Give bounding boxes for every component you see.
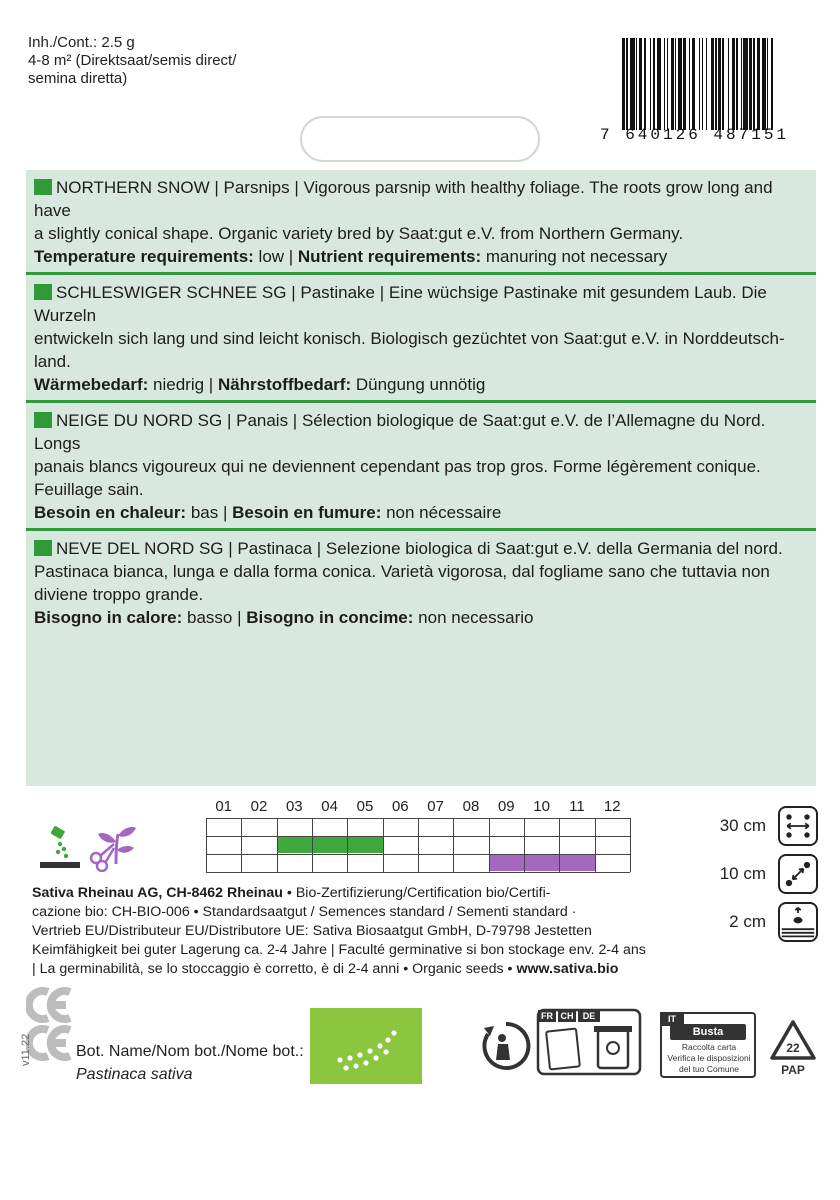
triman-recycle-icon [478, 1018, 534, 1074]
harvest-period-bar [525, 855, 559, 871]
contents-line: Inh./Cont.: 2.5 g [28, 34, 135, 51]
description-text: NEVE DEL NORD SG | Pastinaca | Selezione biologica di Saat:gut e.V. della Germania del nord. [56, 539, 783, 558]
info-block-it [26, 531, 816, 633]
pap-label: PAP [781, 1063, 805, 1077]
plant-spacing-label: 10 cm [719, 864, 766, 883]
calendar-month-label: 06 [391, 798, 409, 815]
requirements-line [34, 606, 808, 629]
square-bullet-icon [34, 179, 52, 195]
description-text: NORTHERN SNOW | Parsnips | Vigorous parsnip with healthy foliage. The roots grow long and have [34, 178, 773, 220]
calendar-months [206, 796, 630, 818]
temperature-label: Wärmebedarf: [34, 375, 149, 394]
description-text: SCHLESWIGER SCHNEE SG | Pastinake | Eine wüchsige Pastinake mit gesundem Laub. Die Wurzeln [34, 283, 767, 325]
company-info [32, 884, 662, 979]
row-spacing [700, 804, 820, 852]
sowing-icon [38, 826, 82, 870]
barcode-number: 7 640126 487151 [600, 126, 790, 144]
calendar-row [206, 872, 630, 873]
requirements-line [34, 373, 808, 396]
info-block-de [26, 275, 816, 403]
pap-number: 22 [786, 1041, 800, 1055]
temperature-value: basso | [182, 608, 247, 627]
version-label: v11.22 [20, 1033, 32, 1066]
description-text: a slightly conical shape. Organic variety bred by Saat:gut e.V. from Northern Germany. [34, 224, 684, 243]
square-bullet-icon [34, 540, 52, 556]
calendar-divider [418, 818, 419, 872]
busta-line: Raccolta carta [681, 1042, 737, 1052]
calendar-month-label: 04 [321, 798, 338, 815]
calendar-month-label: 09 [497, 798, 515, 815]
sorting-label-de: DE [582, 1011, 596, 1021]
nutrient-label: Nutrient requirements: [297, 247, 482, 266]
description-text: panais blancs vigoureux qui ne deviennent cependant pas trop gros. Forme légèrement conique. [34, 457, 761, 476]
description-text: Pastinaca bianca, lunga e dalla forma conica. Varietà vigorosa, dal fogliame sano che tuttavia non [34, 562, 770, 581]
square-bullet-icon [34, 412, 52, 428]
company-name: Sativa Rheinau AG, CH-8462 Rheinau [32, 885, 283, 901]
pap-recycle-icon [766, 1018, 820, 1078]
package-contents [28, 34, 236, 88]
calendar-month-label: 05 [356, 798, 374, 815]
calendar-month-label: 02 [250, 798, 268, 815]
description-text: entwickeln sich lang und sind leicht konisch. Biologisch gezüchtet von Saat:gut e.V. in Norddeutsch- [34, 329, 785, 348]
hang-hole [300, 116, 540, 162]
plant-spacing [700, 852, 820, 900]
busta-line: del tuo Comune [678, 1064, 739, 1074]
sorting-label-fr: FR [541, 1011, 553, 1021]
barcode [600, 38, 820, 146]
row-spacing-label: 30 cm [719, 816, 766, 835]
busta-country-tag: IT [660, 1012, 684, 1026]
busta-disposal-info [660, 1012, 756, 1078]
info-block-en [26, 170, 816, 275]
contents-line: semina diretta) [28, 70, 128, 87]
harvest-period-bar [490, 855, 524, 871]
company-text: | La germinabilità, se lo stoccaggio è corretto, è di 2-4 anni • Organic seeds • [32, 961, 517, 977]
sowing-depth-icon [778, 902, 818, 942]
plant-spacing-icon [778, 854, 818, 894]
calendar-divider [595, 818, 596, 872]
description-text: Feuillage sain. [34, 480, 144, 499]
info-block-fr [26, 403, 816, 531]
ce-mark-icon [26, 984, 72, 1068]
harvest-period-bar [560, 855, 594, 871]
nutrient-value: Düngung unnötig [351, 375, 486, 394]
calendar-divider [453, 818, 454, 872]
temperature-value: niedrig | [148, 375, 218, 394]
temperature-label: Besoin en chaleur: [34, 503, 187, 522]
company-text: • Bio-Zertifizierung/Certification bio/Certifi- [282, 885, 551, 901]
temperature-value: low | [253, 247, 298, 266]
spacing-info [700, 804, 820, 948]
busta-title: Busta [670, 1024, 746, 1040]
square-bullet-icon [34, 284, 52, 300]
botanical-name-label: Bot. Name/Nom bot./Nome bot.: [76, 1043, 304, 1060]
calendar-divider [241, 818, 242, 872]
sowing-period-bar [278, 837, 312, 853]
busta-text [664, 1042, 754, 1075]
sorting-label-ch: CH [560, 1011, 574, 1021]
busta-line: Verifica le disposizioni [667, 1053, 751, 1063]
calendar-grid [206, 818, 630, 872]
sowing-period-bar [313, 837, 347, 853]
description-text: diviene troppo grande. [34, 585, 204, 604]
website-link[interactable]: www.sativa.bio [516, 961, 619, 977]
temperature-label: Temperature requirements: [34, 247, 254, 266]
calendar-month-label: 10 [533, 798, 550, 815]
harvest-icon [86, 818, 140, 872]
calendar-month-label: 07 [427, 798, 444, 815]
nutrient-label: Besoin en fumure: [232, 503, 382, 522]
company-text: cazione bio: CH-BIO-006 • Standardsaatgut / Semences standard / Sementi standard · [32, 904, 577, 920]
calendar-divider [630, 818, 631, 872]
calendar-divider [206, 818, 207, 872]
sowing-depth-label: 2 cm [729, 912, 766, 931]
requirements-line [34, 245, 808, 268]
eu-organic-logo-icon [310, 1008, 422, 1084]
sowing-calendar [206, 796, 630, 876]
nutrient-label: Nährstoffbedarf: [217, 375, 352, 394]
calendar-month-label: 03 [285, 798, 303, 815]
calendar-divider [383, 818, 384, 872]
temperature-value: bas | [186, 503, 233, 522]
sorting-info-icon [536, 1008, 642, 1076]
calendar-month-label: 12 [603, 798, 621, 815]
contents-line: 4-8 m² (Direktsaat/semis direct/ [28, 52, 237, 69]
company-text: Vertrieb EU/Distributeur EU/Distributore UE: Sativa Biosaatgut GmbH, D-79798 Jestetten [32, 923, 592, 939]
temperature-label: Bisogno in calore: [34, 608, 183, 627]
nutrient-label: Bisogno in concime: [246, 608, 414, 627]
botanical-name [76, 1040, 304, 1086]
company-text: Keimfähigkeit bei guter Lagerung ca. 2-4 Jahre | Faculté germinative si bon stockage env. 2-4 ans [32, 942, 646, 958]
row-spacing-icon [778, 806, 818, 846]
variety-info-panel [26, 170, 816, 786]
barcode-bars [622, 38, 818, 130]
description-text: land. [34, 352, 71, 371]
calendar-month-label: 01 [215, 798, 232, 815]
sowing-period-bar [348, 837, 382, 853]
requirements-line [34, 501, 808, 524]
calendar-month-label: 11 [569, 798, 585, 815]
sowing-depth [700, 900, 820, 948]
botanical-name-value: Pastinaca sativa [76, 1066, 193, 1083]
description-text: NEIGE DU NORD SG | Panais | Sélection biologique de Saat:gut e.V. de l’Allemagne du Nord. Longs [34, 411, 766, 453]
nutrient-value: manuring not necessary [481, 247, 668, 266]
calendar-month-label: 08 [462, 798, 480, 815]
nutrient-value: non necessario [413, 608, 534, 627]
nutrient-value: non nécessaire [381, 503, 502, 522]
